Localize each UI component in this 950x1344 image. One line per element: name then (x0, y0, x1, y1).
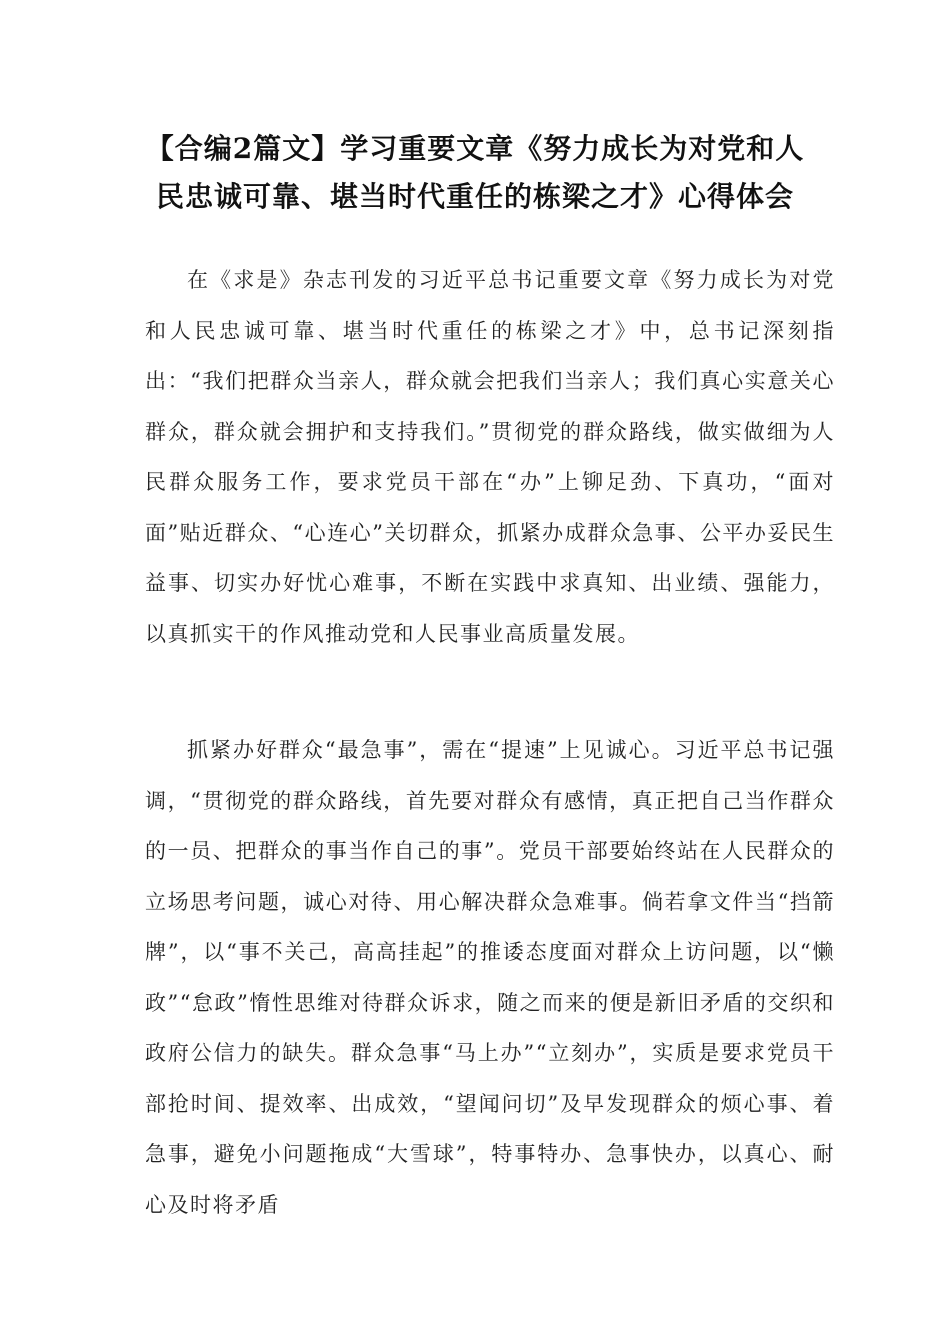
paragraph-2-text: 抓紧办好群众“最急事”，需在“提速”上见诚心。习近平总书记强调，“贯彻党的群众路线，首先要对群众有感情，真正把自己当作群众的一员、把群众的事当作自己的事”。党员干部要始终站在人民群众的立场思考问题，诚心对待、用心解决群众急难事。倘若拿文件当“挡箭牌”，以“事不关己，高高挂起”的推诿态度面对群众上访问题，以“懒政”“怠政”惰性思维对待群众诉求，随之而来的便是新旧矛盾的交织和政府公信力的缺失。群众急事“马上办”“立刻办”，实质是要求党员干部抢时间、提效率、出成效，“望闻问切”及早发现群众的烦心事、着急事，避免小问题拖成“大雪球”，特事特办、急事快办，以真心、耐心及时将矛盾 (145, 738, 835, 1217)
document-title (100, 125, 850, 221)
title-line-1: 【合编2篇文】学习重要文章《努力成长为对党和人 (145, 132, 805, 165)
paragraph-1 (145, 255, 835, 659)
paragraph-2 (145, 725, 835, 1230)
paragraph-1-text: 在《求是》杂志刊发的习近平总书记重要文章《努力成长为对党和人民忠诚可靠、堪当时代重任的栋梁之才》中，总书记深刻指出：“我们把群众当亲人，群众就会把我们当亲人；我们真心实意关心群众，群众就会拥护和支持我们。”贯彻党的群众路线，做实做细为人民群众服务工作，要求党员干部在“办”上铆足劲、下真功，“面对面”贴近群众、“心连心”关切群众，抓紧办成群众急事、公平办妥民生益事、切实办好忧心难事，不断在实践中求真知、出业绩、强能力，以真抓实干的作风推动党和人民事业高质量发展。 (145, 268, 835, 646)
title-line-2: 民忠诚可靠、堪当时代重任的栋梁之才》心得体会 (155, 180, 794, 213)
